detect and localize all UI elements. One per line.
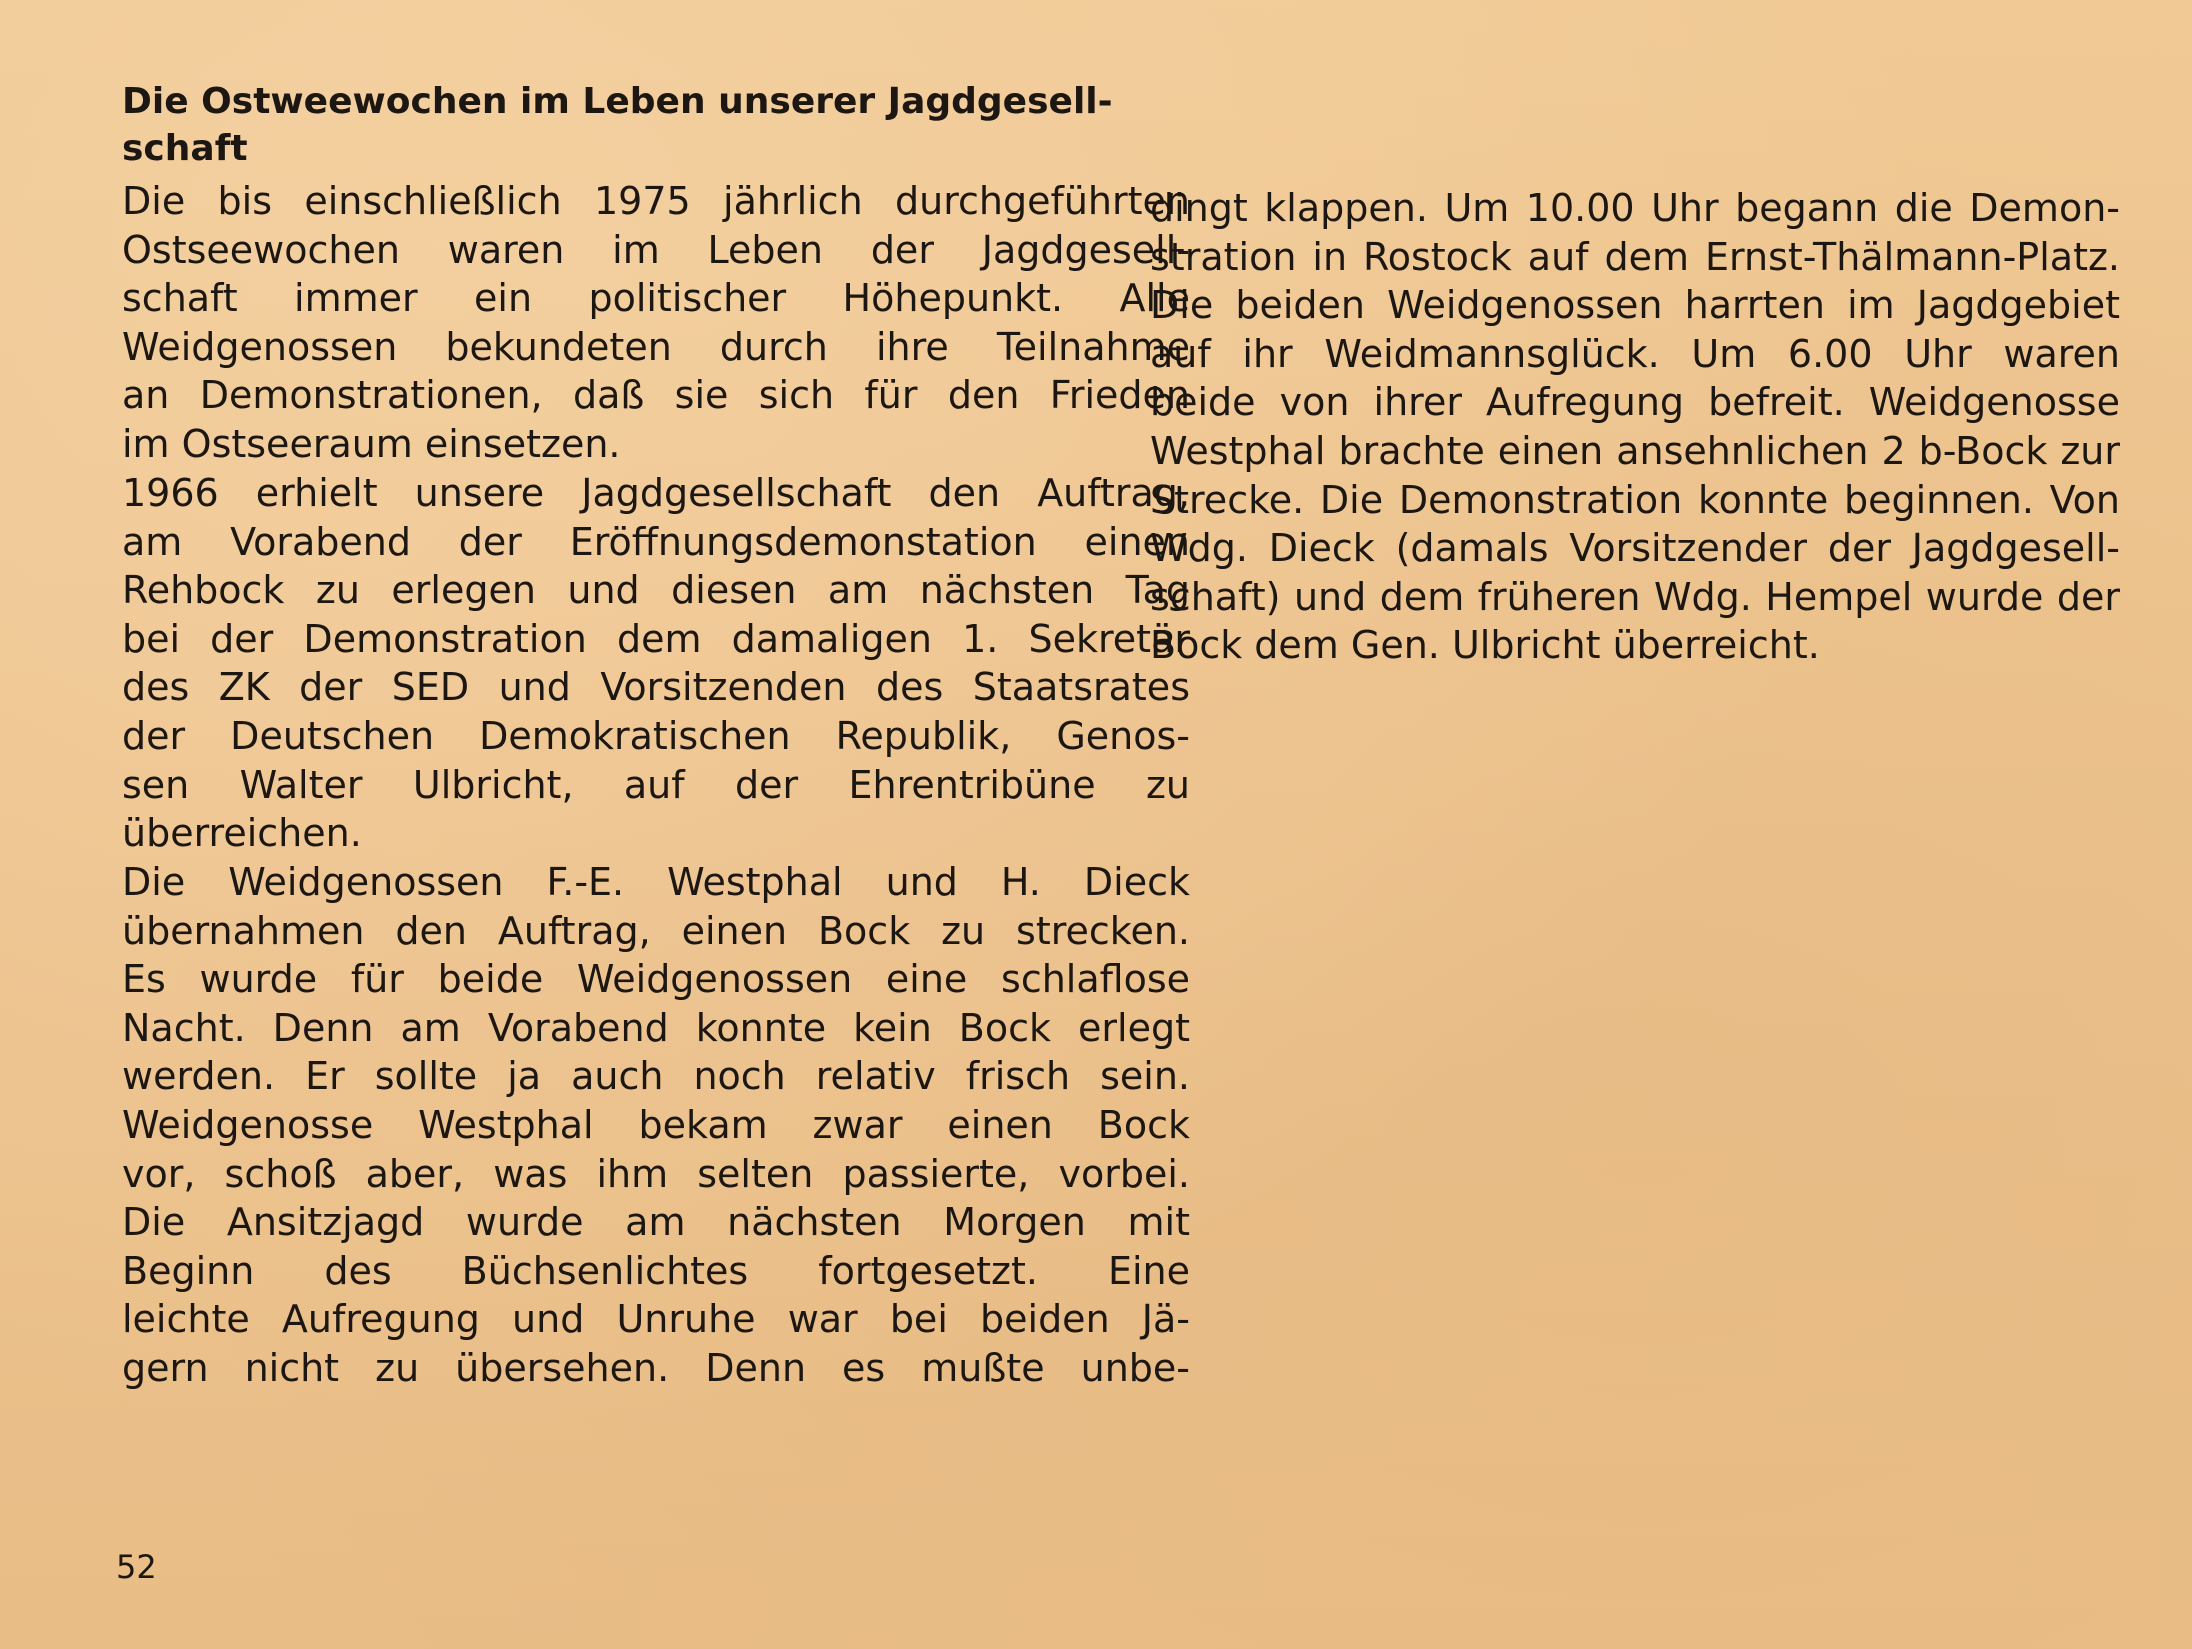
text-line: beide von ihrer Aufregung befreit. Weidgenosse: [1150, 380, 2120, 425]
text-line: Die Weidgenossen F.-E. Westphal und H. Dieck: [122, 860, 1190, 904]
text-line: Ostseewochen waren im Leben der Jagdgesell-: [122, 227, 1190, 272]
text-line: gern nicht zu übersehen. Denn es mußte unbe-: [122, 1345, 1190, 1390]
text-line: Die Ansitzjagd wurde am nächsten Morgen mit: [122, 1200, 1190, 1245]
text-line: übernahmen den Auftrag, einen Bock zu strecken.: [122, 908, 1190, 953]
text-line: im Ostseeraum einsetzen.: [122, 421, 621, 466]
text-line: auf ihr Weidmannsglück. Um 6.00 Uhr waren: [1150, 331, 2120, 376]
text-line: Beginn des Büchsenlichtes fortgesetzt. Eine: [122, 1248, 1190, 1293]
text-line: Rehbock zu erlegen und diesen am nächsten Tag: [122, 568, 1190, 613]
text-line: leichte Aufregung und Unruhe war bei beiden Jä-: [122, 1297, 1190, 1342]
paragraph-1: [122, 177, 1190, 469]
text-line: Weidgenossen bekundeten durch ihre Teilnahme: [122, 324, 1190, 369]
text-line: an Demonstrationen, daß sie sich für den Frieden: [122, 373, 1190, 418]
text-line: der Deutschen Demokratischen Republik, Genos-: [122, 713, 1190, 758]
text-line: des ZK der SED und Vorsitzenden des Staatsrates: [122, 665, 1190, 710]
paragraph-3: [122, 858, 1190, 1393]
text-line: bei der Demonstration dem damaligen 1. Sekretär: [122, 616, 1190, 661]
page-number: 52: [116, 1548, 157, 1586]
text-line: werden. Er sollte ja auch noch relativ frisch sein.: [122, 1054, 1190, 1099]
heading-line: Die Ostweewochen im Leben unserer Jagdgesell-: [122, 81, 1113, 122]
heading-line: schaft: [122, 128, 248, 169]
text-line: 1966 erhielt unsere Jagdgesellschaft den Auftrag,: [122, 471, 1190, 515]
text-line: Es wurde für beide Weidgenossen eine schlaflose: [122, 957, 1190, 1002]
text-line: vor, schoß aber, was ihm selten passierte, vorbei.: [122, 1151, 1190, 1196]
text-line: schaft) und dem früheren Wdg. Hempel wurde der: [1150, 574, 2120, 619]
text-line: stration in Rostock auf dem Ernst-Thälmann-Platz.: [1150, 234, 2120, 279]
text-line: Bock dem Gen. Ulbricht überreicht.: [1150, 623, 1820, 668]
text-line: Westphal brachte einen ansehnlichen 2 b-Bock zur: [1150, 428, 2120, 473]
paragraph-4: [1150, 184, 2120, 670]
text-line: überreichen.: [122, 811, 362, 856]
text-line: am Vorabend der Eröffnungsdemonstation einen: [122, 519, 1190, 564]
text-line: Die bis einschließlich 1975 jährlich durchgeführten: [122, 179, 1190, 223]
text-line: dingt klappen. Um 10.00 Uhr begann die Demon-: [1150, 186, 2120, 230]
text-line: Wdg. Dieck (damals Vorsitzender der Jagdgesell-: [1150, 526, 2120, 571]
text-line: sen Walter Ulbricht, auf der Ehrentribüne zu: [122, 762, 1190, 807]
paragraph-2: [122, 469, 1190, 858]
text-line: Strecke. Die Demonstration konnte beginnen. Von: [1150, 477, 2120, 522]
text-line: Die beiden Weidgenossen harrten im Jagdgebiet: [1150, 283, 2120, 328]
text-line: Nacht. Denn am Vorabend konnte kein Bock erlegt: [122, 1005, 1190, 1050]
section-heading: [122, 78, 1172, 172]
text-line: schaft immer ein politischer Höhepunkt. Alle: [122, 276, 1190, 321]
text-line: Weidgenosse Westphal bekam zwar einen Bock: [122, 1102, 1190, 1147]
